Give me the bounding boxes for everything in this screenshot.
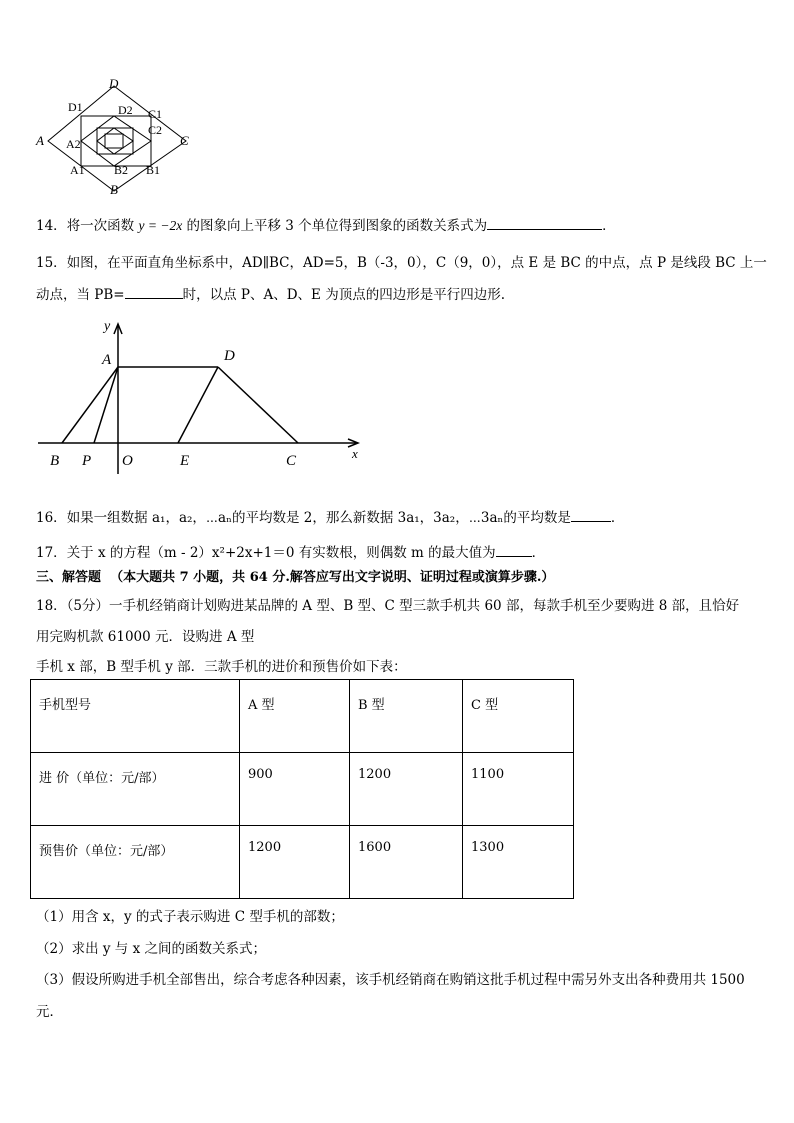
label-y: y	[104, 319, 111, 334]
question-15-line1: 15．如图，在平面直角坐标系中，AD∥BC，AD=5，B（-3，0），C（9，0），点 E 是 BC 的中点，点 P 是线段 BC 上一	[36, 255, 767, 271]
question-17: 17．关于 x 的方程（m - 2）x²+2x+1＝0 有实数根，则偶数 m 的最大值为 ．	[36, 541, 545, 561]
question-18-sub1: （1）用含 x，y 的式子表示购进 C 型手机的部数；	[36, 909, 344, 925]
question-18-line3: 手机 x 部，B 型手机 y 部．三款手机的进价和预售价如下表：	[36, 659, 407, 675]
rect-a1b1c1d1	[81, 116, 151, 166]
table-cell: 进 价（单位：元/部）	[31, 753, 240, 826]
label-B1: B1	[146, 163, 161, 177]
label-B: B	[50, 453, 60, 469]
segment-AB	[62, 367, 118, 443]
segment-DC	[218, 367, 298, 443]
table-cell: 1600	[350, 826, 463, 899]
inner-rhombus	[97, 128, 133, 154]
table-row	[31, 826, 574, 899]
label-C2: C2	[148, 123, 163, 137]
nested-rhombus-figure	[34, 76, 194, 198]
question-18-line1: 18．（5分）一手机经销商计划购进某品牌的 A 型、B 型、C 型三款手机共 60 部，每款手机至少要购进 8 部，且恰好	[36, 598, 740, 614]
table-cell: 900	[240, 753, 350, 826]
answer-blank[interactable]	[496, 542, 532, 557]
question-16: 16．如果一组数据 a₁，a₂，⋯aₙ的平均数是 2，那么新数据 3a₁，3a₂，⋯3aₙ的平均数是 ．	[36, 506, 624, 526]
table-cell: 1200	[240, 826, 350, 899]
table-cell: A 型	[240, 680, 350, 753]
label-C: C	[286, 453, 297, 469]
table-cell: 1300	[463, 826, 574, 899]
table-row	[31, 753, 574, 826]
section-title: 三、解答题 （本大题共 7 小题，共 64 分.解答应写出文字说明、证明过程或演算步骤.）	[36, 570, 555, 585]
question-14: 14．将一次函数 y = −2x 的图象向上平移 3 个单位得到图象的函数关系式为 ．	[36, 214, 616, 234]
label-B2: B2	[114, 163, 129, 177]
label-D1: D1	[68, 100, 83, 114]
segment-AP	[94, 367, 118, 443]
table-cell: 1100	[463, 753, 574, 826]
table-cell: 手机型号	[31, 680, 240, 753]
label-A: A	[102, 352, 112, 368]
label-D2: D2	[118, 103, 133, 117]
label-O: O	[122, 453, 133, 469]
inner-rect	[97, 128, 133, 154]
answer-blank[interactable]	[125, 284, 183, 299]
label-D: D	[109, 76, 119, 91]
table-cell: 1200	[350, 753, 463, 826]
table-cell: C 型	[463, 680, 574, 753]
label-C: C	[180, 133, 189, 148]
rhombus-a2b2c2d2	[81, 116, 151, 166]
phone-price-table	[30, 679, 574, 899]
question-18-sub3-line1: （3）假设所购进手机全部售出，综合考虑各种因素，该手机经销商在购销这批手机过程中需另外支出各种费用共 1500	[36, 972, 745, 988]
label-B: B	[110, 182, 118, 197]
question-15-line2: 动点，当 PB= 时，以点 P、A、D、E 为顶点的四边形是平行四边形.	[36, 283, 505, 303]
question-18-sub3-line2: 元．	[36, 1004, 63, 1020]
question-18-line2: 用完购机款 61000 元．设购进 A 型	[36, 629, 255, 645]
label-A1: A1	[70, 163, 85, 177]
coordinate-figure	[36, 312, 376, 480]
table-header-row	[31, 680, 574, 753]
label-C1: C1	[148, 107, 163, 121]
table-cell: B 型	[350, 680, 463, 753]
segment-DE	[178, 367, 218, 443]
question-18-sub2: （2）求出 y 与 x 之间的函数关系式；	[36, 941, 266, 957]
innermost-rect	[105, 134, 123, 148]
label-A2: A2	[66, 137, 81, 151]
table-cell: 预售价（单位：元/部）	[31, 826, 240, 899]
label-E: E	[180, 453, 190, 469]
label-x: x	[352, 446, 358, 461]
label-A: A	[36, 133, 44, 148]
answer-blank[interactable]	[487, 215, 602, 230]
answer-blank[interactable]	[571, 507, 611, 522]
label-D: D	[224, 348, 235, 364]
label-P: P	[82, 453, 92, 469]
